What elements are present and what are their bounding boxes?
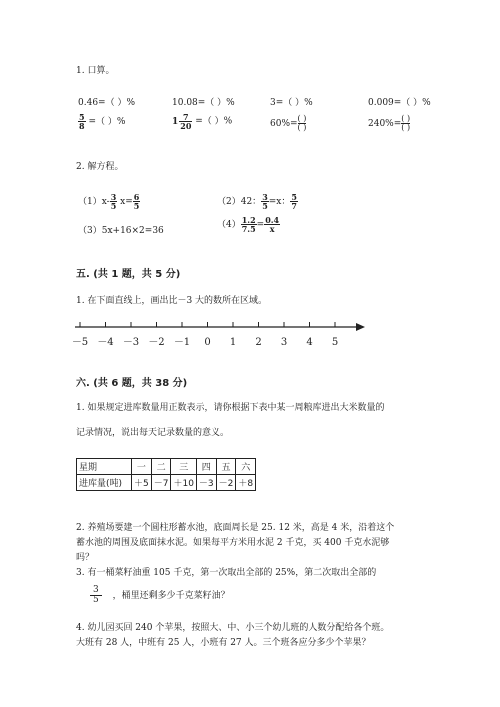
calc-mixed-fraction [172,113,232,130]
table-cell: 六 [236,459,256,475]
calc-3: 3=（ ）% [270,98,313,108]
s6-q4-line2: 大班有 28 人，中班有 25 人，小班有 27 人。三个班各应分多少个苹果？ [76,638,371,648]
table-cell: 二 [151,459,171,475]
calc-0.46: 0.46=（ ）% [78,98,135,108]
section-6-title: 六. (共 6 题，共 38 分) [76,378,188,389]
blank-numerator: ( ) [297,114,307,123]
calc-rest: =（ ）% [192,116,233,127]
s6-q4-line1: 4. 幼儿园买回 240 个苹果，按照大、中、小三个幼儿班的人数分配给各个班。 [76,623,390,633]
fraction-numerator: 6 [133,192,140,202]
table-row [77,475,256,491]
equation-label: （2）42： [217,197,262,207]
fraction-numerator: 5 [291,192,297,202]
s5-question-1: 1. 在下面直线上，画出比－3 大的数所在区域。 [76,296,268,306]
calc-rest: =（ ）% [85,117,126,127]
fraction-numerator: 3 [262,192,268,202]
table-cell: ＋10 [171,475,196,491]
table-cell: ＋5 [132,475,152,491]
equation-mid: = [256,220,265,230]
table-cell: 一 [132,459,152,475]
fraction-denominator: 8 [79,121,85,131]
number-line-tick-label: 3 [280,337,288,348]
q1-heading: 1. 口算。 [76,66,115,76]
table-cell: －3 [196,475,216,491]
calc-10.08: 10.08=（ ）% [172,98,235,108]
equation-4 [217,216,280,233]
number-line-tick-label: 2 [255,337,262,348]
number-line-tick-label: －4 [97,337,114,348]
fraction-denominator: 20 [180,121,192,131]
fraction-denominator: x [269,224,275,234]
number-line-arrow [356,323,365,331]
calc-five-eighths [78,113,125,130]
table-cell: 三 [171,459,196,475]
calc-prefix: 60%= [270,119,298,129]
section-5-title: 五. (共 1 题，共 5 分) [76,269,181,280]
grain-record-table [76,458,256,491]
table-cell: －2 [216,475,236,491]
fraction-numerator: 3 [90,586,102,596]
table-cell: 星期 [77,459,132,475]
fraction-denominator: 5 [262,201,268,211]
calc-0.009: 0.009=（ ）% [368,98,431,108]
table-cell: 五 [216,459,236,475]
blank-denominator: ( ) [401,123,411,132]
s6-q3-line2 [90,586,230,605]
number-line [70,318,370,352]
fraction-denominator: 5 [133,201,140,211]
mixed-whole: 1 [172,116,179,127]
number-line-ticks [72,322,338,348]
equation-label: （1）x- [78,197,110,207]
number-line-tick-label: 4 [306,337,313,348]
number-line-tick-label: 0 [204,337,211,348]
q2-heading: 2. 解方程。 [76,162,124,172]
blank-numerator: ( ) [401,114,411,123]
fraction-numerator: 1.2 [241,215,256,225]
calc-60-percent [270,115,306,132]
equation-mid: x= [117,197,133,207]
fraction-denominator: 5 [110,201,117,211]
fraction-numerator: 7 [179,113,192,122]
equation-2 [217,193,298,210]
equation-mid: =x： [268,197,291,207]
number-line-tick-label: 5 [331,337,339,348]
table-row [77,459,256,475]
table-cell: 四 [196,459,216,475]
s6-q1-line1: 1. 如果规定进库数量用正数表示，请你根据下表中某一周粮库进出大米数量的 [76,403,385,413]
s6-q2-line3: 吗？ [76,553,95,563]
table-cell: －7 [151,475,171,491]
fraction-numerator: 0.4 [265,215,280,225]
s6-q1-line2: 记录情况，说出每天记录数量的意义。 [76,428,230,438]
s6-q3-line1: 3. 有一桶菜籽油重 105 千克，第一次取出全部的 25%，第二次取出全部的 [76,568,377,578]
fraction-denominator: 7.5 [241,224,256,234]
blank-denominator: ( ) [297,123,307,132]
number-line-tick-label: －2 [148,337,165,348]
s6-q3-rest: ，桶里还剩多少千克菜籽油？ [112,591,230,601]
number-line-tick-label: －5 [71,337,89,348]
number-line-tick-label: －3 [122,337,140,348]
fraction-denominator: 7 [291,201,297,211]
number-line-tick-label: 1 [229,337,237,348]
calc-240-percent [368,115,410,132]
fraction-numerator: 5 [79,112,85,122]
table-cell: ＋8 [236,475,256,491]
equation-3: （3）5x+16×2=36 [78,226,164,236]
s6-q2-line1: 2. 养殖场要建一个圆柱形蓄水池，底面周长是 25. 12 米，高是 4 米，沿着这个 [76,523,395,533]
equation-1 [78,193,140,210]
table-cell: 进库量(吨) [77,475,132,491]
fraction-denominator: 5 [93,595,99,605]
fraction-numerator: 3 [110,192,117,202]
number-line-tick-label: －1 [173,337,191,348]
s6-q2-line2: 蓄水池的周围及底面抹水泥。如果每平方米用水泥 2 千克，买 400 千克水泥够 [76,538,390,548]
equation-label: （4） [217,220,241,230]
calc-prefix: 240%= [368,119,402,129]
